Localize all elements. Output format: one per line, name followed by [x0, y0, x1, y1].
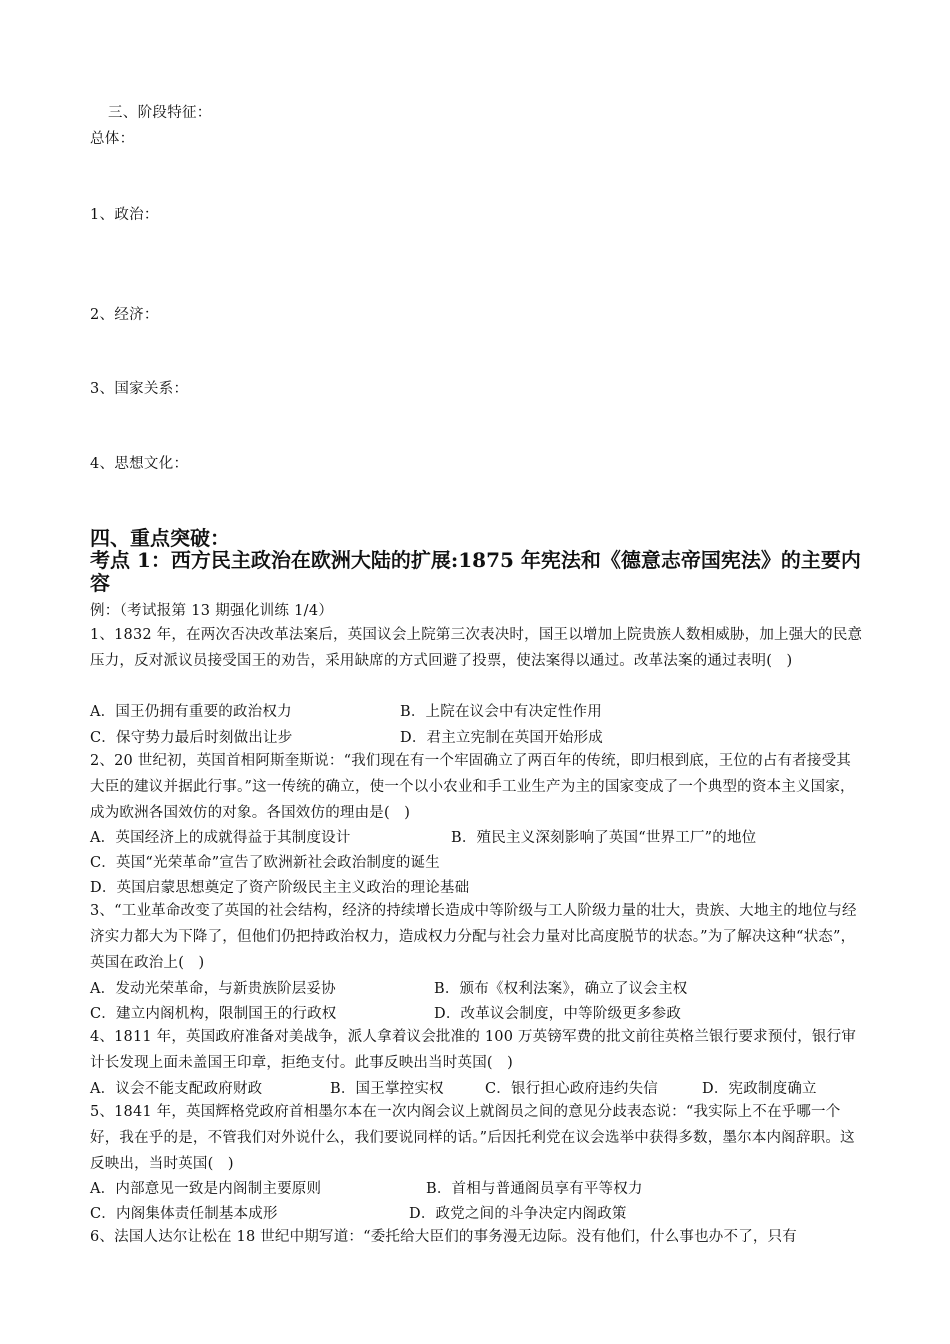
question-1-stem: 1、1832 年，在两次否决改革法案后，英国议会上院第三次表决时，国王以增加上院贵族人数相威胁，加上强大的民意压力，反对派议员接受国王的劝告，采用缺席的方式回避了投票，使法案得以通过。改革法案的通过表明( )	[90, 627, 863, 669]
question-5-stem: 5、1841 年，英国辉格党政府首相墨尔本在一次内阁会议上就阁员之间的意见分歧表态说：“我实际上不在乎哪一个好，我在乎的是，不管我们对外说什么，我们要说同样的话。”后因托利党在议会选举中获得多数，墨尔本内阁辞职。这反映出，当时英国( )	[90, 1104, 855, 1172]
question-5-option-d: D．政党之间的斗争决定内阁政策	[409, 1206, 627, 1222]
question-4-option-b: B．国王掌控实权	[330, 1081, 444, 1097]
section3-heading: 三、阶段特征：	[108, 105, 212, 121]
question-2-option-c: C．英国“光荣革命”宣告了欧洲新社会政治制度的诞生	[90, 855, 440, 871]
economy-label: 2、经济：	[90, 307, 159, 323]
question-5-option-b: B．首相与普通阁员享有平等权力	[426, 1181, 643, 1197]
question-4-stem: 4、1811 年，英国政府准备对美战争，派人拿着议会批准的 100 万英镑军费的批文前往英格兰银行要求预付，银行审计长发现上面未盖国王印章，拒绝支付。此事反映出当时英国( )	[90, 1029, 857, 1071]
question-3-option-b: B．颁布《权利法案》，确立了议会主权	[434, 981, 688, 997]
topic-title: 考点 1：西方民主政治在欧洲大陆的扩展:1875 年宪法和《德意志帝国宪法》的主要内容	[90, 548, 861, 595]
question-4-option-a: A．议会不能支配政府财政	[90, 1081, 263, 1097]
question-2-stem: 2、20 世纪初，英国首相阿斯奎斯说：“我们现在有一个牢固确立了两百年的传统，即归根到底，王位的占有者接受其大臣的建议并据此行事。”这一传统的确立，使一个以小农业和手工业生产为主的国家变成了一个典型的资本主义国家，成为欧洲各国效仿的对象。各国效仿的理由是( )	[90, 753, 855, 821]
politics-label: 1、政治：	[90, 207, 159, 223]
question-4-option-d: D．宪政制度确立	[702, 1081, 817, 1097]
question-3-option-d: D．改革议会制度，中等阶级更多参政	[434, 1006, 682, 1022]
question-3-stem: 3、“工业革命改变了英国的社会结构，经济的持续增长造成中等阶级与工人阶级力量的壮大，贵族、大地主的地位与经济实力都大为下降了，但他们仍把持政治权力，造成权力分配与社会力量对比高度脱节的状态。”为了解决这种“状态”，英国在政治上( )	[90, 903, 857, 971]
question-1-option-b: B．上院在议会中有决定性作用	[400, 704, 602, 720]
question-1-option-a: A．国王仍拥有重要的政治权力	[90, 704, 292, 720]
question-1-option-d: D．君主立宪制在英国开始形成	[400, 730, 603, 746]
example-label: 例：（考试报第 13 期强化训练 1/4）	[90, 603, 334, 619]
question-1-option-c: C．保守势力最后时刻做出让步	[90, 730, 293, 746]
relations-label: 3、国家关系：	[90, 381, 189, 397]
question-2-option-d: D．英国启蒙思想奠定了资产阶级民主主义政治的理论基础	[90, 880, 470, 896]
culture-label: 4、思想文化：	[90, 456, 189, 472]
question-3-option-c: C．建立内阁机构，限制国王的行政权	[90, 1006, 337, 1022]
question-4-option-c: C．银行担心政府违约失信	[485, 1081, 658, 1097]
overall-label: 总体：	[90, 131, 135, 147]
question-2-option-b: B．殖民主义深刻影响了英国“世界工厂”的地位	[451, 830, 757, 846]
question-6-stem: 6、法国人达尔让松在 18 世纪中期写道：“委托给大臣们的事务漫无边际。没有他们，什么事也办不了，只有	[90, 1229, 798, 1245]
section4-heading: 四、重点突破：	[90, 526, 230, 550]
question-5-option-a: A．内部意见一致是内阁制主要原则	[90, 1181, 322, 1197]
question-5-option-c: C．内阁集体责任制基本成形	[90, 1206, 278, 1222]
question-3-option-a: A．发动光荣革命，与新贵族阶层妥协	[90, 981, 336, 997]
question-2-option-a: A．英国经济上的成就得益于其制度设计	[90, 830, 351, 846]
